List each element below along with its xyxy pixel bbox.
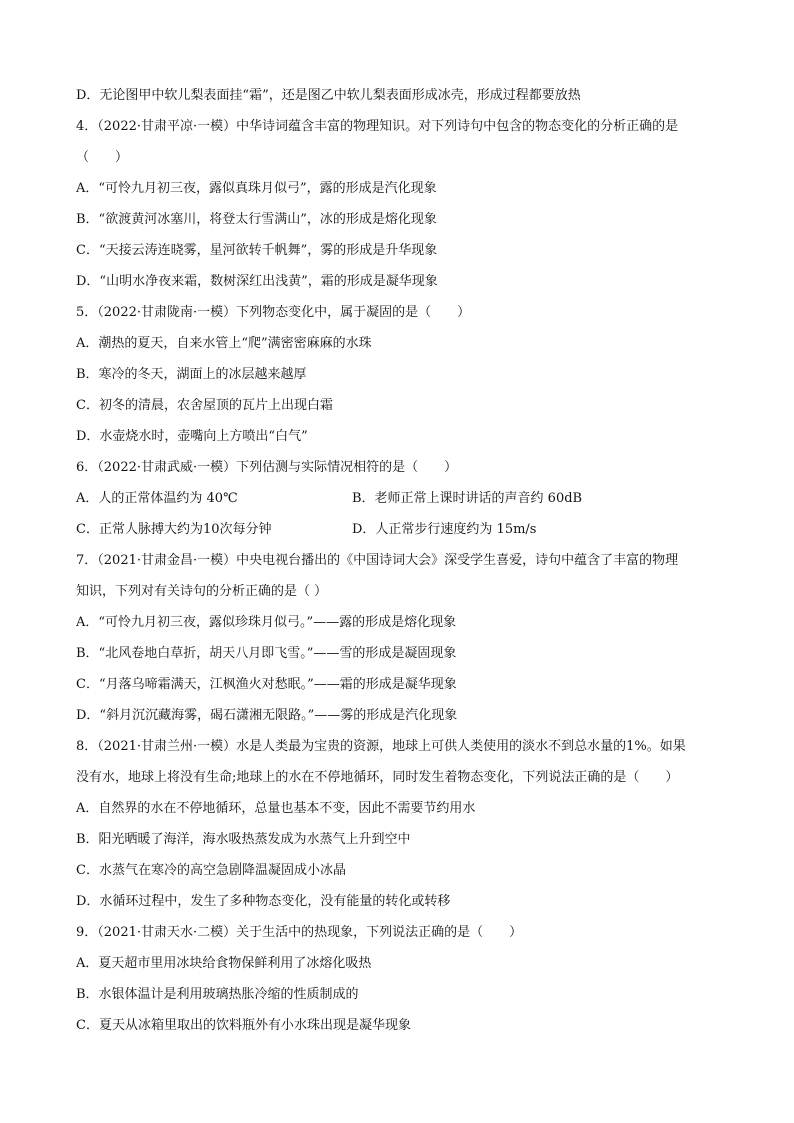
- q5-option-d: D．水壶烧水时，壶嘴向上方喷出“白气”: [76, 429, 308, 444]
- question-4: [76, 111, 736, 297]
- q8-option-b: B．阳光晒暖了海洋，海水吸热蒸发成为水蒸气上升到空中: [76, 832, 411, 847]
- q6-option-b: B．老师正常上课时讲话的声音约 60dB: [352, 491, 583, 506]
- q7-stem-line-2: 知识，下列对有关诗句的分析正确的是（ ）: [76, 584, 328, 599]
- q7-option-d: D．“斜月沉沉藏海雾，碣石潇湘无限路。”——雾的形成是汽化现象: [76, 708, 458, 723]
- q8-stem-line-2: 没有水，地球上将没有生命;地球上的水在不停地循环，同时发生着物态变化，下列说法正确的是（ ）: [76, 770, 679, 785]
- q3-option-d: D．无论图甲中软儿梨表面挂“霜”，还是图乙中软儿梨表面形成冰壳，形成过程都要放热: [76, 88, 581, 103]
- q4-option-b: B．“欲渡黄河冰塞川，将登太行雪满山”，冰的形成是熔化现象: [76, 212, 437, 227]
- q4-stem-line-2: （ ）: [76, 150, 129, 165]
- q6-option-c: C．正常人脉搏大约为10次每分钟: [76, 522, 272, 537]
- q9-stem: 9．（2021·甘肃天水·二模）关于生活中的热现象，下列说法正确的是（ ）: [76, 925, 523, 940]
- q8-stem-line-1: 8．（2021·甘肃兰州·一模）水是人类最为宝贵的资源，地球上可供人类使用的淡水不到总水量的1%。如果: [76, 739, 686, 754]
- q4-option-c: C．“天接云涛连晓雾，星河欲转千帆舞”，雾的形成是升华现象: [76, 243, 438, 258]
- question-6: [76, 452, 736, 545]
- q5-stem: 5．（2022·甘肃陇南·一模）下列物态变化中，属于凝固的是（ ）: [76, 305, 471, 320]
- q8-option-c: C．水蒸气在寒冷的高空急剧降温凝固成小冰晶: [76, 863, 346, 878]
- question-9: [76, 917, 736, 1041]
- q8-option-a: A．自然界的水在不停地循环，总量也基本不变，因此不需要节约用水: [76, 801, 476, 816]
- question-7: [76, 545, 736, 731]
- q7-option-a: A．“可怜九月初三夜，露似珍珠月似弓。”——露的形成是熔化现象: [76, 615, 457, 630]
- q5-option-a: A．潮热的夏天，自来水管上“爬”满密密麻麻的水珠: [76, 336, 372, 351]
- exam-page: [76, 80, 736, 1041]
- q9-option-b: B．水银体温计是利用玻璃热胀冷缩的性质制成的: [76, 987, 359, 1002]
- q4-option-d: D．“山明水净夜来霜，数树深红出浅黄”，霜的形成是凝华现象: [76, 274, 438, 289]
- q6-option-a: A．人的正常体温约为 40℃: [76, 491, 238, 506]
- q6-options-row-2: [76, 514, 736, 545]
- q6-option-d: D．人正常步行速度约为 15m/s: [352, 522, 537, 537]
- question-5: [76, 297, 736, 452]
- q5-option-c: C．初冬的清晨，农舍屋顶的瓦片上出现白霜: [76, 398, 333, 413]
- q5-option-b: B．寒冷的冬天，湖面上的冰层越来越厚: [76, 367, 307, 382]
- q9-option-a: A．夏天超市里用冰块给食物保鲜利用了冰熔化吸热: [76, 956, 372, 971]
- q4-option-a: A．“可怜九月初三夜，露似真珠月似弓”，露的形成是汽化现象: [76, 181, 437, 196]
- q9-option-c: C．夏天从冰箱里取出的饮料瓶外有小水珠出现是凝华现象: [76, 1018, 411, 1033]
- q6-stem: 6．（2022·甘肃武威·一模）下列估测与实际情况相符的是（ ）: [76, 460, 458, 475]
- q7-stem-line-1: 7．（2021·甘肃金昌·一模）中央电视台播出的《中国诗词大会》深受学生喜爱，诗句中蕴含了丰富的物理: [76, 553, 679, 568]
- q6-options-row-1: [76, 483, 736, 514]
- q8-option-d: D．水循环过程中，发生了多种物态变化，没有能量的转化或转移: [76, 894, 451, 909]
- q7-option-c: C．“月落乌啼霜满天，江枫渔火对愁眠。”——霜的形成是凝华现象: [76, 677, 457, 692]
- q7-option-b: B．“北风卷地白草折，胡天八月即飞雪。”——雪的形成是凝固现象: [76, 646, 457, 661]
- question-8: [76, 731, 736, 917]
- q4-stem-line-1: 4．（2022·甘肃平凉·一模）中华诗词蕴含丰富的物理知识。对下列诗句中包含的物态变化的分析正确的是: [76, 119, 679, 134]
